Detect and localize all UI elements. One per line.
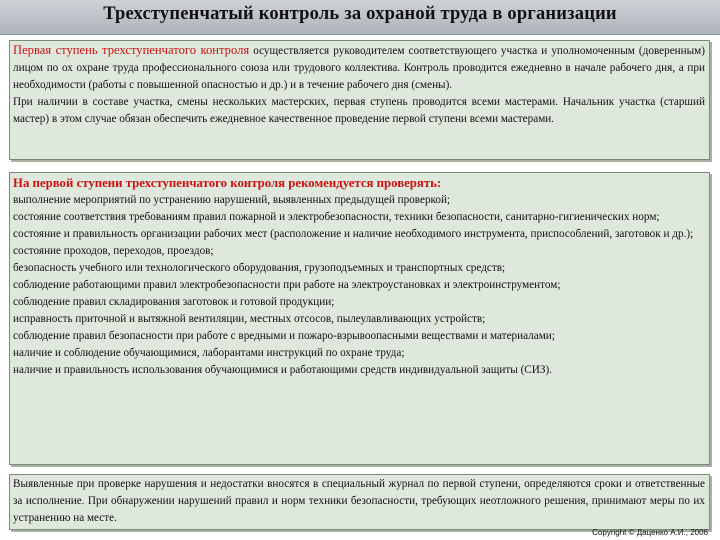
checklist-item: состояние соответствия требованиям правил пожарной и электробезопасности, техники безопасности, санитарно-гигиенических норм; xyxy=(13,211,660,223)
first-stage-text: осуществляется руководителем соответствующего участка и уполномоченным (доверенным) лицом по ох охране труда профессионального союза или трудового коллектива. Контроль проводится ежедневно в начале рабочего дня, а при необходимости (работы с повышенной опасностью и др.) и в течение рабочего дня (смены). xyxy=(13,45,705,91)
checklist-item: соблюдение правил безопасности при работе с вредными и пожаро-взрывоопасными веществами и материалами; xyxy=(13,330,555,342)
checklist-item: наличие и соблюдение обучающимися, лаборантами инструкций по охране труда; xyxy=(13,347,405,359)
violations-box xyxy=(9,474,710,530)
checklist-item: соблюдение работающими правил электробезопасности при работе на электроустановках и электроинструментом; xyxy=(13,279,561,291)
checklist-item: наличие и правильность использования обучающимися и работающими средств индивидуальной защиты (СИЗ). xyxy=(13,364,552,376)
checklist-item: выполнение мероприятий по устранению нарушений, выявленных предыдущей проверкой; xyxy=(13,194,451,206)
title-bar xyxy=(0,0,720,35)
page-title: Трехступенчатый контроль за охраной труда в организации xyxy=(103,3,617,24)
first-stage-description-box xyxy=(9,40,710,160)
checklist-box xyxy=(9,172,710,465)
first-stage-masters-paragraph: При наличии в составе участка, смены нескольких мастерских, первая ступень проводится всеми мастерами. Начальник участка (старший мастер) в этом случае обязан обеспечить ежедневное качественное проведение первой ступени всеми мастерами. xyxy=(13,96,705,125)
first-stage-paragraph xyxy=(13,42,705,94)
first-stage-lead: Первая ступень трехступенчатого контроля xyxy=(13,43,250,57)
checklist-heading: На первой ступени трехступенчатого контроля рекомендуется проверять: xyxy=(13,176,442,190)
copyright-notice: Copyright © Даценко А.И., 2006 xyxy=(592,528,708,537)
checklist-item: соблюдение правил складирования заготовок и готовой продукции; xyxy=(13,296,335,308)
checklist-item: состояние и правильность организации рабочих мест (расположение и наличие необходимого инструмента, приспособлений, заготовок и др.); xyxy=(13,228,694,240)
checklist-item: безопасность учебного или технологического оборудования, грузоподъемных и транспортных средств; xyxy=(13,262,506,274)
violations-paragraph: Выявленные при проверке нарушения и недостатки вносятся в специальный журнал по первой ступени, определяются сроки и ответственные за исполнение. При обнаружении нарушений правил и норм техники безопасности, требующих неотложного решения, принимают меры по их устранению на месте. xyxy=(13,478,705,524)
checklist-item: состояние проходов, переходов, проездов; xyxy=(13,245,214,257)
checklist-item: исправность приточной и вытяжной вентиляции, местных отсосов, пылеулавливающих устройств; xyxy=(13,313,486,325)
